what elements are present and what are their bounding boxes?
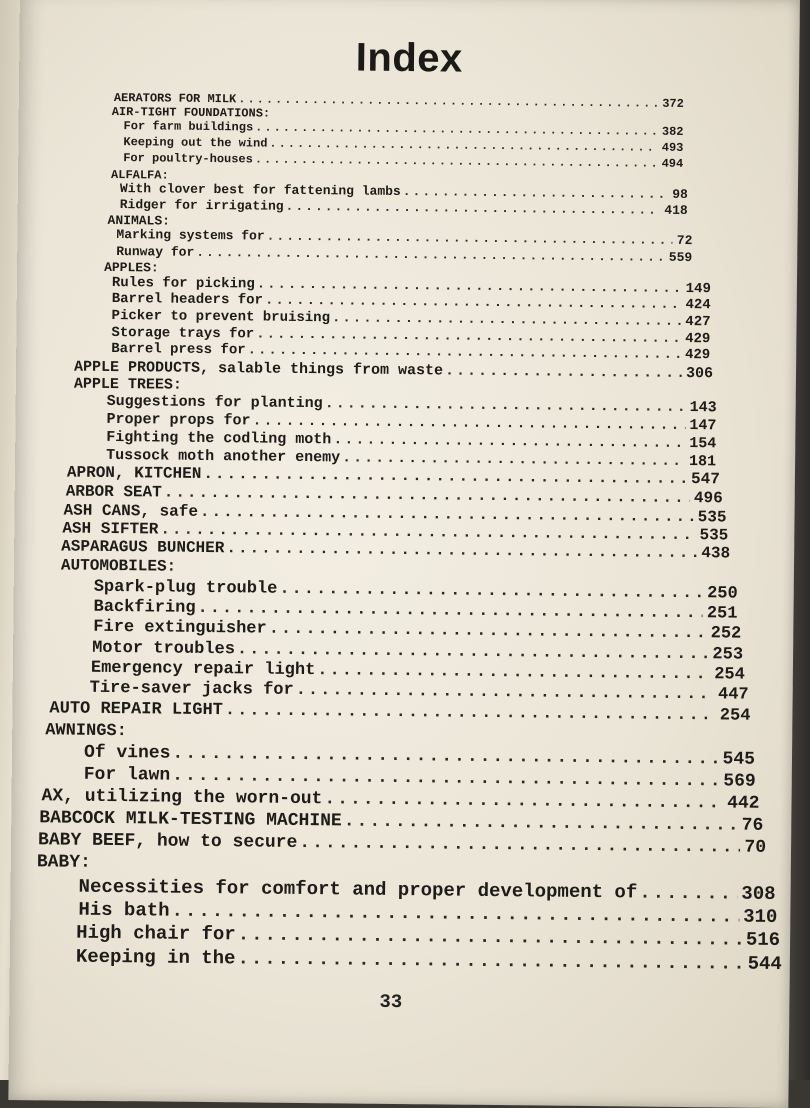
entry-label: Marking systems for: [116, 227, 265, 244]
entry-page-number: 429: [684, 346, 711, 364]
entry-page-number: 544: [747, 952, 782, 976]
entry-label: AUTOMOBILES:: [60, 556, 177, 576]
entry-label: Keeping out the wind: [123, 135, 268, 151]
entry-page-number: 254: [714, 665, 745, 685]
leader-dots: [225, 701, 716, 725]
entry-label: APPLE PRODUCTS, salable things from waste: [73, 358, 444, 380]
entry-page-number: 72: [676, 232, 693, 249]
entry-page-number: 382: [661, 124, 684, 139]
entry-label: AX, utilizing the worn-out: [41, 786, 323, 810]
entry-label: Picker to prevent bruising: [111, 307, 331, 327]
entry-label: Of vines: [83, 742, 171, 764]
entry-page-number: 251: [706, 604, 738, 624]
entry-page-number: 535: [697, 508, 727, 527]
entry-label: Motor troubles: [92, 638, 236, 660]
entry-label: ARBOR SEAT: [65, 482, 162, 502]
entry-page-number: 516: [745, 928, 781, 952]
entry-label: BABY BEEF, how to secure: [37, 830, 298, 853]
entry-label: Rules for picking: [111, 274, 255, 293]
entry-page-number: 306: [685, 364, 714, 383]
entry-label: Proper props for: [106, 410, 251, 430]
entry-page-number: 254: [719, 706, 751, 726]
entry-page-number: 98: [672, 186, 688, 203]
entry-label: BABCOCK MILK-TESTING MACHINE: [39, 808, 342, 832]
entry-page-number: 496: [693, 489, 723, 508]
entry-label: Tussock moth another enemy: [106, 446, 341, 467]
entry-label: His bath: [78, 898, 170, 922]
entry-page-number: 250: [707, 584, 738, 604]
leader-dots: [238, 923, 742, 950]
entry-page-number: 76: [741, 815, 764, 836]
index-heading: [61, 556, 334, 577]
entry-label: ASH SIFTER: [62, 519, 159, 539]
entry-label: AERATORS FOR MILK: [113, 90, 237, 107]
entry-label: For lawn: [83, 764, 171, 786]
entry-page-number: 493: [661, 140, 684, 155]
entry-label: BABY:: [36, 852, 91, 873]
entry-label: With clover best for fattening lambs: [119, 181, 401, 199]
leader-dots: [248, 342, 682, 363]
entry-page-number: 181: [688, 453, 717, 471]
entry-label: Fighting the codling moth: [106, 428, 332, 449]
entry-page-number: 442: [727, 793, 760, 814]
leader-dots: [445, 362, 682, 381]
entry-label: Keeping in the: [75, 945, 236, 970]
page-title: Index: [355, 35, 464, 81]
index-entry: [76, 946, 782, 975]
entry-page-number: 559: [668, 249, 693, 266]
entry-label: ANIMALS:: [107, 212, 171, 229]
leader-dots: [269, 620, 707, 644]
entry-label: Necessities for comfort and proper development of: [78, 875, 638, 904]
entry-label: High chair for: [76, 921, 236, 946]
entry-page-number: 70: [744, 837, 767, 858]
index-entries: [8, 0, 799, 1098]
entry-page-number: 424: [685, 296, 711, 314]
leader-dots: [403, 184, 669, 202]
entry-label: Runway for: [116, 244, 195, 260]
leader-dots: [267, 229, 673, 248]
entry-label: ALFALFA:: [110, 167, 169, 183]
entry-label: Backfiring: [93, 597, 196, 618]
index-heading: [37, 852, 331, 875]
entry-label: Ridger for irrigating: [119, 197, 284, 214]
index-page: [8, 0, 800, 1108]
entry-page-number: 427: [685, 313, 711, 331]
leader-dots: [237, 947, 743, 974]
entry-page-number: 545: [722, 749, 756, 770]
entry-label: Emergency repair light: [90, 658, 316, 681]
entry-page-number: 569: [723, 771, 756, 792]
entry-page-number: 149: [685, 280, 711, 298]
entry-label: Tire-saver jacks for: [89, 678, 294, 700]
entry-page-number: 429: [685, 330, 711, 348]
entry-label: APPLES:: [104, 259, 159, 276]
entry-page-number: 535: [699, 526, 729, 545]
entry-label: AWNINGS:: [45, 721, 127, 742]
entry-label: Storage trays for: [111, 324, 255, 343]
entry-page-number: 372: [662, 96, 684, 111]
entry-page-number: 418: [664, 202, 688, 219]
entry-page-number: 147: [689, 417, 717, 435]
leader-dots: [324, 789, 723, 813]
entry-label: AIR-TIGHT FOUNDATIONS:: [111, 104, 271, 121]
leader-dots: [344, 811, 738, 835]
entry-page-number: 154: [689, 435, 717, 453]
entry-label: AUTO REPAIR LIGHT: [49, 699, 224, 721]
leader-dots: [296, 681, 715, 704]
entry-label: Spark-plug trouble: [93, 577, 278, 599]
entry-label: APRON, KITCHEN: [66, 463, 202, 483]
entry-page-number: 308: [741, 882, 776, 905]
entry-page-number: 438: [701, 544, 731, 563]
entry-label: Barrel press for: [111, 340, 246, 359]
leader-dots: [255, 120, 658, 138]
entry-page-number: 547: [691, 470, 721, 489]
entry-page-number: 252: [710, 624, 742, 644]
entry-page-number: 143: [689, 399, 717, 417]
entry-label: For poultry-houses: [123, 151, 253, 167]
entry-page-number: 494: [661, 156, 684, 171]
entry-label: For farm buildings: [123, 119, 254, 135]
entry-page-number: 447: [717, 685, 749, 705]
entry-label: Suggestions for planting: [106, 392, 323, 413]
entry-page-number: 253: [712, 645, 744, 665]
entry-page-number: 310: [743, 905, 778, 928]
leader-dots: [172, 744, 718, 770]
leader-dots: [639, 882, 737, 905]
leader-dots: [299, 833, 740, 858]
leader-dots: [255, 152, 658, 170]
entry-label: ASPARAGUS BUNCHER: [61, 537, 225, 558]
entry-label: Barrel headers for: [111, 290, 264, 309]
entry-label: APPLE TREES:: [73, 375, 182, 394]
entry-label: Fire extinguisher: [93, 617, 267, 639]
page-number: 33: [379, 990, 403, 1014]
index-heading: [45, 721, 332, 743]
entry-label: ASH CANS, safe: [63, 501, 199, 521]
leader-dots: [285, 199, 660, 218]
leader-dots: [269, 137, 657, 155]
